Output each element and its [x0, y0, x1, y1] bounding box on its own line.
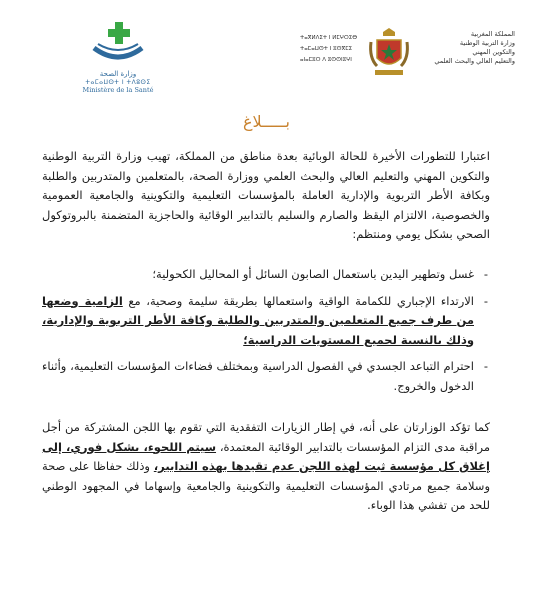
list-item-text: الارتداء الإجباري للكمامة الواقية واستعمالها بطريقة سليمة وصحية، مع: [128, 293, 475, 308]
health-logo-tifinagh: ⵜⴰⵎⴰⵡⵙⵜ ⵏ ⵜⴷⵓⵙⵉ: [85, 79, 151, 86]
ministry-header-tifinagh: [300, 33, 368, 66]
list-item: [42, 357, 490, 396]
list-item: [42, 292, 490, 351]
health-logo-arabic: وزارة الصحة: [99, 70, 137, 78]
health-ministry-logo: [78, 18, 158, 113]
document-title: بـــــلاغ: [243, 112, 290, 131]
royal-emblem-icon: [367, 28, 411, 78]
health-logo-icon: [88, 18, 148, 70]
list-item: [42, 265, 490, 285]
list-item-text: احترام التباعد الجسدي في الفصول الدراسية وبمختلف فضاءات المؤسسات التعليمية، وأثناء الدخول والخروج.: [42, 359, 474, 393]
measures-list: [42, 265, 490, 403]
header-line: ⵜⴰⴳⵍⴷⵉⵜ ⵏ ⵍⵎⵖⵔⵉⴱ: [300, 35, 358, 41]
header-line: والتعليم العالي والبحث العلمي: [434, 57, 515, 65]
header-line: ⵜⴰⵎⴰⵡⵙⵜ ⵏ ⵓⵙⴳⵎⵉ: [300, 46, 353, 52]
closing-text-part2: وذلك حفاظا على صحة وسلامة جميع مرتادي المؤسسات التعليمية والتكوينية والجامعية وإسهاما في المجهود الوطني للحد من تفشي هذا الوباء.: [42, 459, 490, 512]
health-logo-french: Ministère de la Santé: [82, 86, 154, 94]
closing-paragraph: [42, 418, 490, 516]
header-line: ⴰⵏⴰⵎⵓⵔ ⴷ ⵓⵙⵙⵏⵓⵖⵏ: [300, 57, 352, 63]
intro-paragraph: اعتبارا للتطورات الأخيرة للحالة الوبائية بعدة مناطق من المملكة، تهيب وزارة التربية الوطنية والتكوين المهني والتعليم العالي والبحث العلمي ووزارة الصحة، بالمتعلمين والمتدربين والطلبة وبكافة الأطر التربوية والإدارية العاملة بالمؤسسات التعليمية والتكوينية والجامعية العمومية والخصوصية، الالتزام اليقظ والصارم والسليم بالتدابير الوقائية والحاجزية المتضمنة بالبروتوكول الصحي بشكل يومي ومنتظم:: [42, 149, 490, 241]
header-line: وزارة التربية الوطنية: [459, 39, 515, 47]
closing-emphasis: سيتم اللجوء، بشكل فوري، إلى إغلاق كل مؤسسة ثبت لهذه اللجن عدم تقيدها بهذه التدابير،: [42, 439, 490, 473]
list-item-emphasis: الزامية وضعها من طرف جميع المتعلمين والمتدربين والطلبة وكافة الأطر التربوية والإدارية، وذلك بالنسبة لجميع المستويات الدراسية؛: [42, 293, 474, 347]
closing-text-part1: كما تؤكد الوزارتان على أنه، في إطار الزيارات التفقدية التي تقوم بها اللجن المشتركة من أجل مراقبة مدى التزام المؤسسات بالتدابير الوقائية المعتمدة،: [42, 420, 491, 454]
ministry-header-arabic: [415, 30, 515, 66]
header-line: والتكوين المهني: [472, 48, 515, 56]
header-line: المملكة المغربية: [470, 30, 515, 38]
list-item-text: غسل وتطهير اليدين باستعمال الصابون السائل أو المحاليل الكحولية؛: [152, 267, 474, 281]
